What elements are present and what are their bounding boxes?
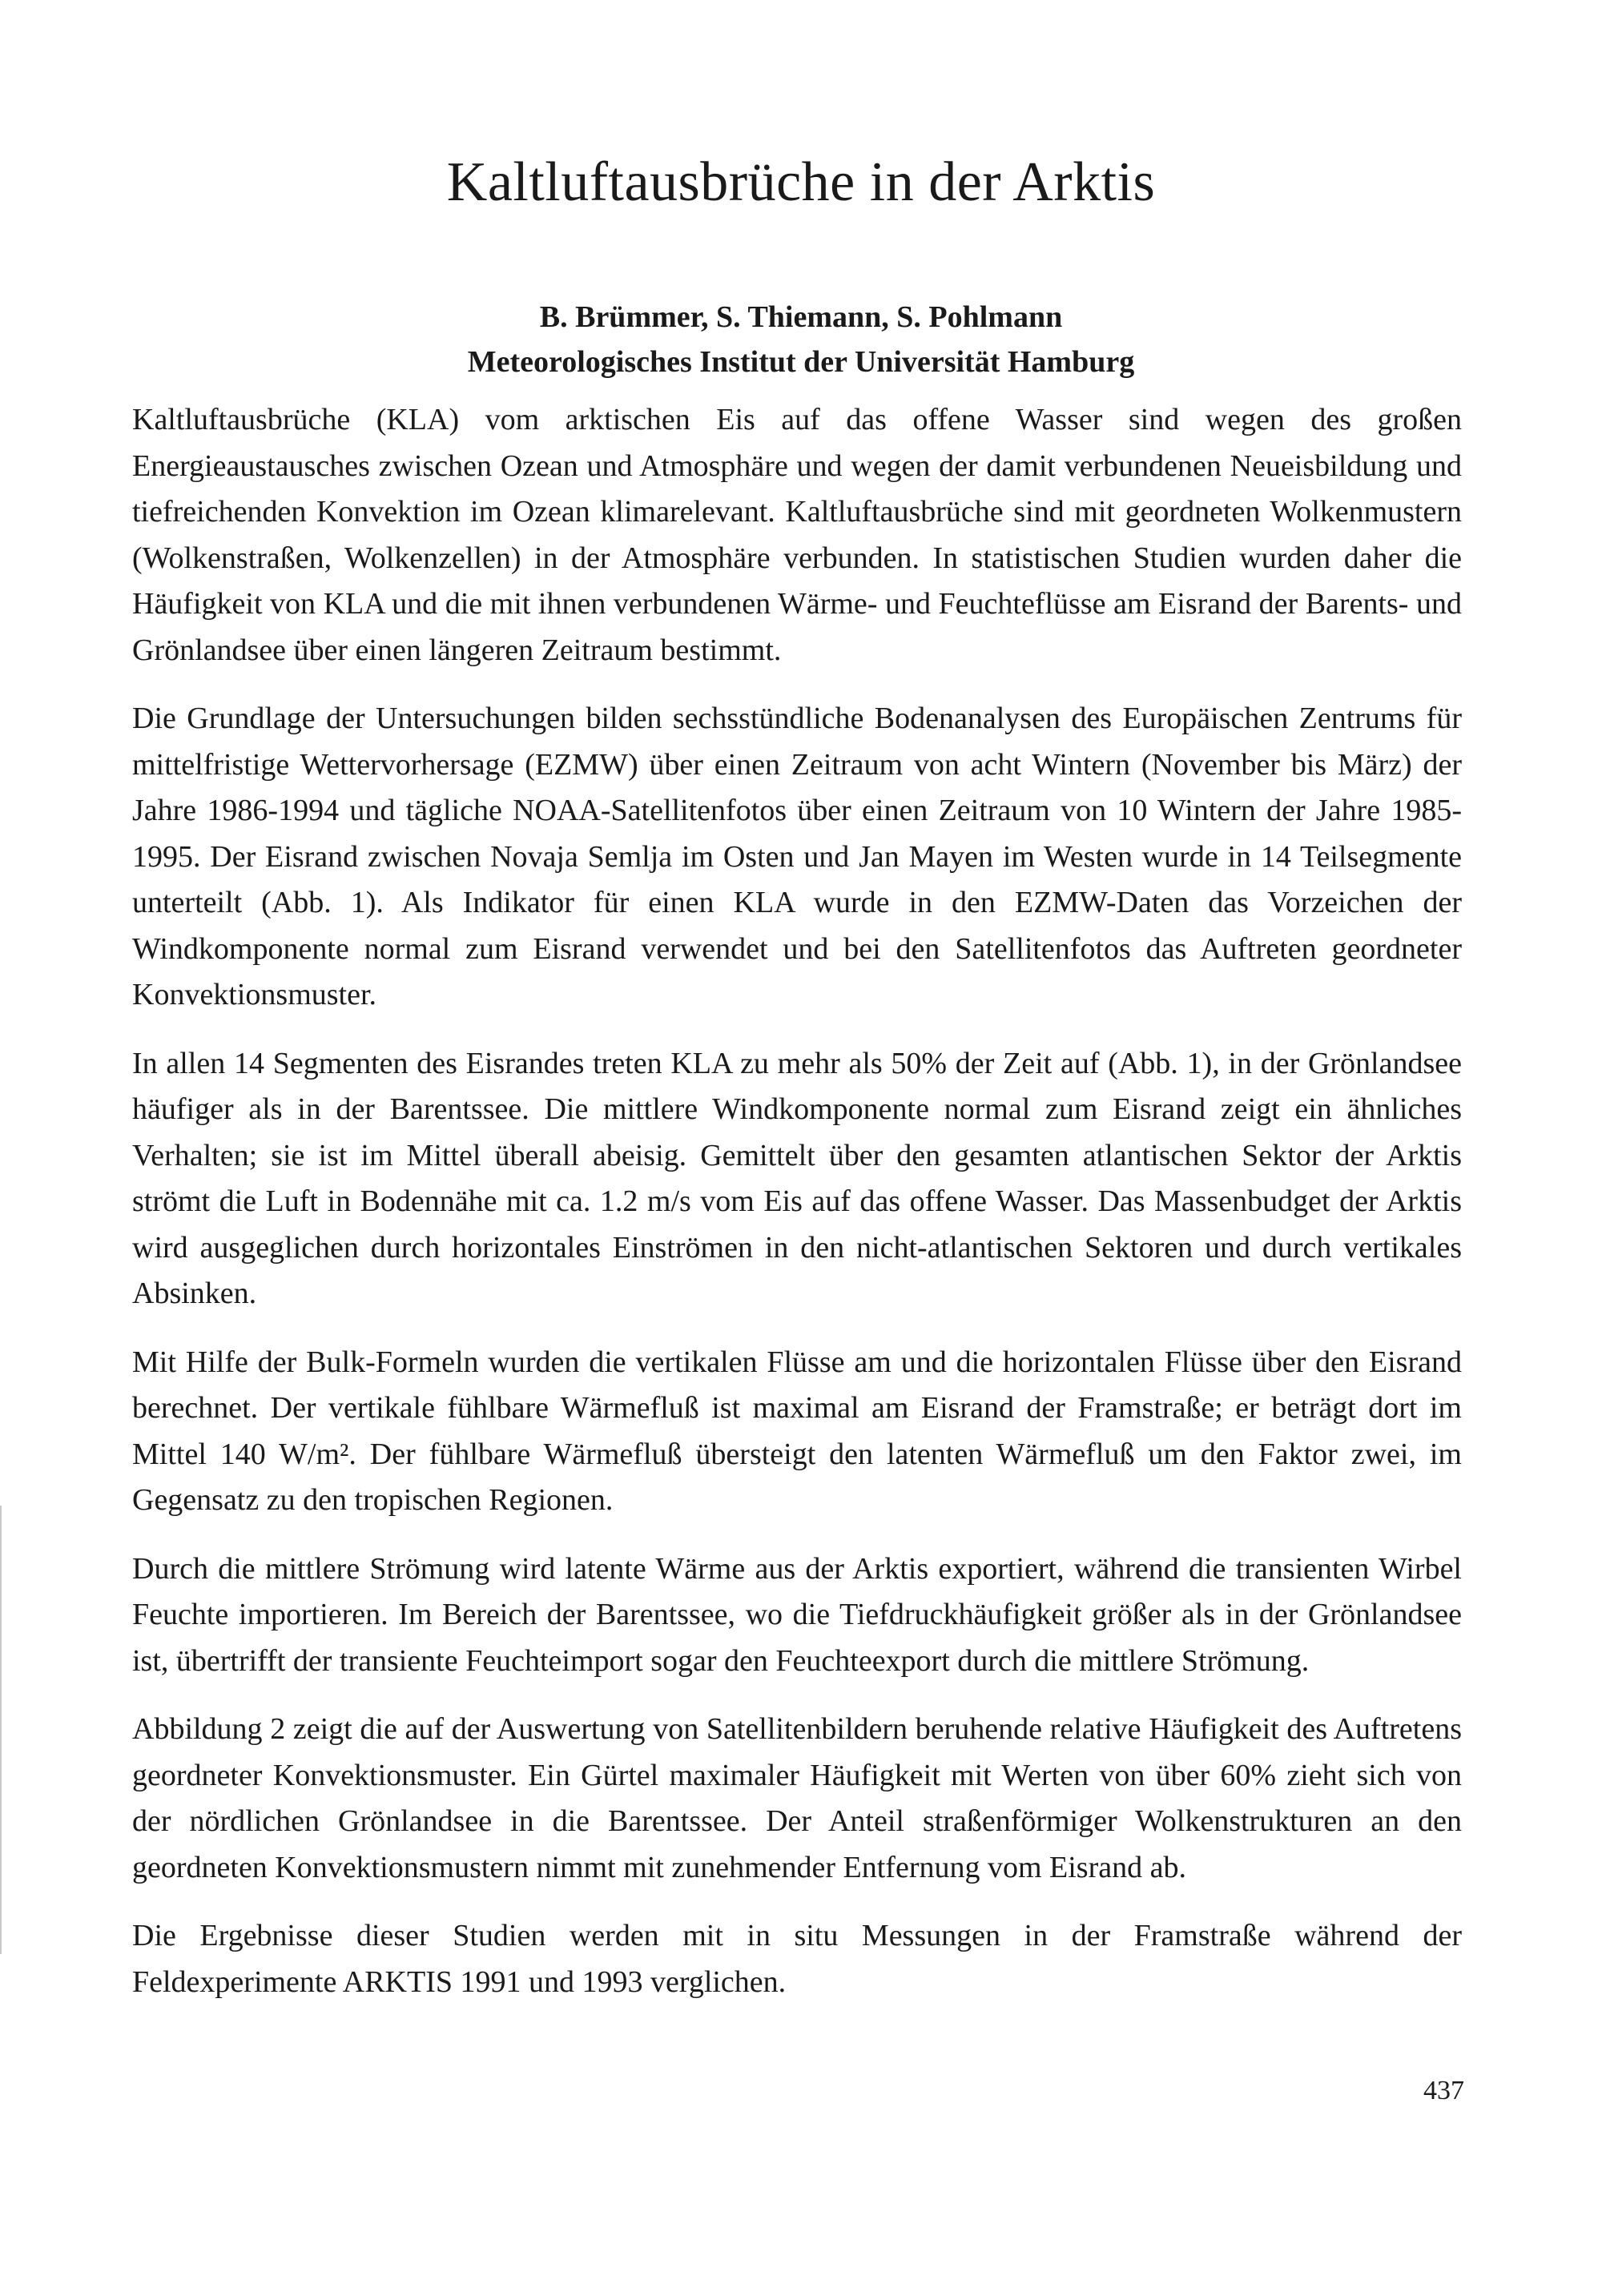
author-block	[0, 295, 1602, 384]
page-title: Kaltluftausbrüche in der Arktis	[446, 151, 1156, 213]
author-names: B. Brümmer, S. Thiemann, S. Pohlmann	[539, 300, 1063, 334]
body-text	[132, 397, 1462, 2028]
paragraph-3: In allen 14 Segmenten des Eisrandes treten KLA zu mehr als 50% der Zeit auf (Abb. 1), in der Grönlandsee häufiger als in der Barentssee. Die mittlere Windkomponente normal zum Eisrand zeigt ein ähnliches Verhalten; sie ist im Mittel überall abeisig. Gemittelt über den gesamten atlantischen Sektor der Arktis strömt die Luft in Bodennähe mit ca. 1.2 m/s vom Eis auf das offene Wasser. Das Massenbudget der Arktis wird ausgeglichen durch horizontales Einströmen in den nicht-atlantischen Sektoren und durch vertikales Absinken.	[132, 1046, 1462, 1310]
paragraph-4: Mit Hilfe der Bulk-Formeln wurden die vertikalen Flüsse am und die horizontalen Flüsse über den Eisrand berechnet. Der vertikale fühlbare Wärmefluß ist maximal am Eisrand der Framstraße; er beträgt dort im Mittel 140 W/m². Der fühlbare Wärmefluß übersteigt den latenten Wärmefluß um den Faktor zwei, im Gegensatz zu den tropischen Regionen.	[132, 1345, 1462, 1517]
paragraph-5: Durch die mittlere Strömung wird latente Wärme aus der Arktis exportiert, während die transienten Wirbel Feuchte importieren. Im Bereich der Barentssee, wo die Tiefdruckhäufigkeit größer als in der Grönlandsee ist, übertrifft der transiente Feuchteimport sogar den Feuchteexport durch die mittlere Strömung.	[132, 1551, 1462, 1678]
scan-edge-mark	[0, 1506, 2, 1954]
institution-name: Meteorologisches Institut der Universität Hamburg	[467, 345, 1135, 379]
paragraph-7: Die Ergebnisse dieser Studien werden mit in situ Messungen in der Framstraße während der Feldexperimente ARKTIS 1991 und 1993 verglichen.	[132, 1919, 1462, 1999]
paragraph-2: Die Grundlage der Untersuchungen bilden sechsstündliche Bodenanalysen des Europäischen Zentrums für mittelfristige Wettervorhersage (EZMW) über einen Zeitraum von acht Wintern (November bis März) der Jahre 1986-1994 und tägliche NOAA-Satellitenfotos über einen Zeitraum von 10 Wintern der Jahre 1985-1995. Der Eisrand zwischen Novaja Semlja im Osten und Jan Mayen im Westen wurde in 14 Teilsegmente unterteilt (Abb. 1). Als Indikator für einen KLA wurde in den EZMW-Daten das Vorzeichen der Windkomponente normal zum Eisrand verwendet und bei den Satellitenfotos das Auftreten geordneter Konvektionsmuster.	[132, 702, 1462, 1011]
paragraph-1: Kaltluftausbrüche (KLA) vom arktischen Eis auf das offene Wasser sind wegen des großen Energieaustausches zwischen Ozean und Atmosphäre und wegen der damit verbundenen Neueisbildung und tiefreichenden Konvektion im Ozean klimarelevant. Kaltluftausbrüche sind mit geordneten Wolkenmustern (Wolkenstraßen, Wolkenzellen) in der Atmosphäre verbunden. In statistischen Studien wurden daher die Häufigkeit von KLA und die mit ihnen verbundenen Wärme- und Feuchteflüsse am Eisrand der Barents- und Grönlandsee über einen längeren Zeitraum bestimmt.	[132, 403, 1462, 667]
page-number: 437	[1423, 2076, 1464, 2105]
paragraph-6: Abbildung 2 zeigt die auf der Auswertung von Satellitenbildern beruhende relative Häufigkeit des Auftretens geordneter Konvektionsmuster. Ein Gürtel maximaler Häufigkeit mit Werten von über 60% zieht sich von der nördlichen Grönlandsee in die Barentssee. Der Anteil straßenförmiger Wolkenstrukturen an den geordneten Konvektionsmustern nimmt mit zunehmender Entfernung vom Eisrand ab.	[132, 1712, 1462, 1884]
